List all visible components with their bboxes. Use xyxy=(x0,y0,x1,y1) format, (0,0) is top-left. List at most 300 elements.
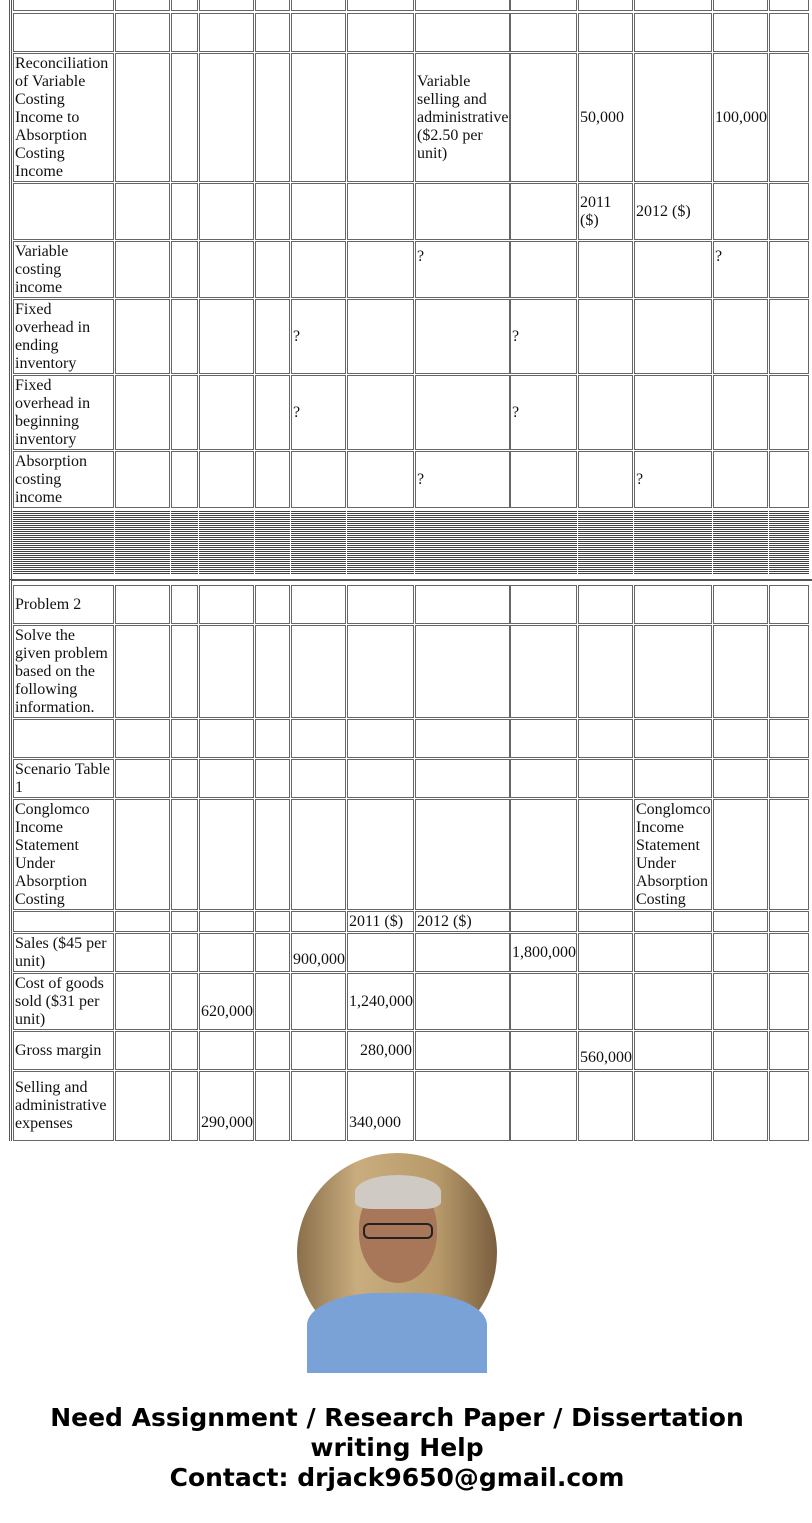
collapsed-row-line xyxy=(199,527,254,530)
collapsed-row-line xyxy=(578,523,633,526)
table-cell xyxy=(769,759,809,798)
table-cell: ? xyxy=(510,375,577,450)
collapsed-row-line xyxy=(255,551,290,554)
table-cell xyxy=(291,719,346,758)
collapsed-row-line xyxy=(171,535,198,538)
collapsed-row-line xyxy=(578,567,633,570)
collapsed-row-line xyxy=(634,555,712,558)
collapsed-row-line xyxy=(115,551,170,554)
collapsed-row-line xyxy=(291,515,346,518)
table-cell xyxy=(291,1071,346,1141)
table-cell: ? xyxy=(415,451,510,508)
table-cell xyxy=(255,1071,290,1141)
table-cell xyxy=(415,375,510,450)
table-cell xyxy=(347,585,414,624)
table-cell xyxy=(115,719,170,758)
table-cell xyxy=(713,1071,768,1141)
table-cell xyxy=(171,53,198,182)
table-cell xyxy=(291,13,346,52)
collapsed-row-line xyxy=(634,559,712,562)
collapsed-row-line xyxy=(769,539,809,542)
collapsed-row-line xyxy=(578,527,633,530)
collapsed-row-line xyxy=(510,535,577,538)
collapsed-row-line xyxy=(13,547,114,550)
table-cell xyxy=(199,585,254,624)
table-cell xyxy=(415,973,510,1030)
table-cell: Selling and administrative expenses xyxy=(13,1071,114,1141)
table-cell xyxy=(769,53,809,182)
collapsed-row-line xyxy=(255,567,290,570)
collapsed-row-line xyxy=(347,519,414,522)
table-cell xyxy=(713,183,768,240)
table-cell: 2012 ($) xyxy=(634,183,712,240)
collapsed-row-line xyxy=(713,539,768,542)
collapsed-row-line xyxy=(13,571,114,574)
collapsed-row-line xyxy=(634,547,712,550)
collapsed-row-line xyxy=(291,563,346,566)
table-cell: ? xyxy=(291,375,346,450)
table-cell xyxy=(291,0,346,11)
table-cell xyxy=(171,183,198,240)
table-cell xyxy=(510,799,577,910)
table-cell xyxy=(199,375,254,450)
table-cell xyxy=(199,299,254,374)
collapsed-row-line xyxy=(13,555,114,558)
table-cell xyxy=(291,973,346,1030)
banner-line-3: Contact: drjack9650@gmail.com xyxy=(169,1463,625,1492)
avatar-shirt xyxy=(307,1293,487,1373)
collapsed-row-line xyxy=(415,571,510,574)
table-cell xyxy=(115,1031,170,1070)
collapsed-row-line xyxy=(13,511,114,514)
collapsed-row-line xyxy=(115,555,170,558)
collapsed-row-line xyxy=(510,551,577,554)
collapsed-row-line xyxy=(510,539,577,542)
table-cell: 1,240,000 xyxy=(347,973,414,1030)
collapsed-row-line xyxy=(199,547,254,550)
table-cell xyxy=(769,973,809,1030)
collapsed-row-line xyxy=(769,519,809,522)
table-cell xyxy=(347,0,414,11)
table-cell xyxy=(347,53,414,182)
collapsed-row-line xyxy=(13,515,114,518)
table-cell xyxy=(510,1071,577,1141)
collapsed-row-line xyxy=(13,519,114,522)
collapsed-row-line xyxy=(713,515,768,518)
table-cell xyxy=(291,625,346,718)
collapsed-row-line xyxy=(171,511,198,514)
table-cell xyxy=(347,799,414,910)
collapsed-row-line xyxy=(115,531,170,534)
table-cell xyxy=(291,585,346,624)
collapsed-row-line xyxy=(171,559,198,562)
collapsed-row-line xyxy=(171,531,198,534)
table-cell xyxy=(713,13,768,52)
collapsed-row-line xyxy=(578,563,633,566)
collapsed-row-line xyxy=(199,539,254,542)
table-cell xyxy=(769,0,809,11)
collapsed-row-line xyxy=(13,551,114,554)
table-cell: Absorption costing income xyxy=(13,451,114,508)
table-cell xyxy=(115,973,170,1030)
collapsed-row-line xyxy=(13,535,114,538)
table-cell xyxy=(255,53,290,182)
table-cell xyxy=(769,911,809,932)
collapsed-row-line xyxy=(510,515,577,518)
table-cell: 340,000 xyxy=(347,1071,414,1141)
table-cell xyxy=(415,1031,510,1070)
collapsed-row-line xyxy=(578,531,633,534)
collapsed-row-line xyxy=(634,535,712,538)
collapsed-row-line xyxy=(713,547,768,550)
collapsed-row-line xyxy=(171,571,198,574)
table-cell xyxy=(115,759,170,798)
table-cell xyxy=(115,241,170,298)
collapsed-row-line xyxy=(713,519,768,522)
collapsed-row-line xyxy=(769,523,809,526)
table-cell xyxy=(347,625,414,718)
collapsed-row-line xyxy=(199,563,254,566)
collapsed-row-line xyxy=(510,531,577,534)
collapsed-row-line xyxy=(255,523,290,526)
table-cell: ? xyxy=(291,299,346,374)
table-cell xyxy=(255,375,290,450)
collapsed-row-line xyxy=(578,539,633,542)
table-cell xyxy=(578,759,633,798)
collapsed-row-line xyxy=(291,571,346,574)
table-cell xyxy=(713,585,768,624)
collapsed-row-line xyxy=(415,531,510,534)
table-cell xyxy=(415,0,510,11)
table-cell xyxy=(578,719,633,758)
table-cell xyxy=(634,241,712,298)
table-cell xyxy=(769,933,809,972)
collapsed-row-line xyxy=(713,551,768,554)
table-cell xyxy=(255,933,290,972)
table-cell: 290,000 xyxy=(199,1071,254,1141)
collapsed-row-line xyxy=(713,571,768,574)
collapsed-row-line xyxy=(347,563,414,566)
collapsed-row-line xyxy=(13,567,114,570)
table-cell xyxy=(13,183,114,240)
collapsed-row-line xyxy=(634,563,712,566)
table-cell xyxy=(13,911,114,932)
collapsed-row-line xyxy=(634,551,712,554)
table-cell xyxy=(171,1031,198,1070)
table-cell xyxy=(769,1071,809,1141)
table-cell xyxy=(199,241,254,298)
table-cell xyxy=(171,0,198,11)
collapsed-row-line xyxy=(510,563,577,566)
collapsed-row-line xyxy=(347,555,414,558)
author-avatar xyxy=(297,1153,497,1353)
collapsed-row-line xyxy=(199,531,254,534)
collapsed-row-line xyxy=(255,531,290,534)
table-cell xyxy=(713,799,768,910)
collapsed-row-line xyxy=(713,543,768,546)
collapsed-row-line xyxy=(634,515,712,518)
collapsed-row-line xyxy=(769,535,809,538)
table-cell: 50,000 xyxy=(578,53,633,182)
collapsed-row-line xyxy=(255,543,290,546)
table-cell: Scenario Table 1 xyxy=(13,759,114,798)
collapsed-row-line xyxy=(13,563,114,566)
table-cell xyxy=(291,759,346,798)
collapsed-row-line xyxy=(171,539,198,542)
table-cell xyxy=(199,13,254,52)
table-cell xyxy=(415,625,510,718)
table-cell xyxy=(13,719,114,758)
collapsed-row-line xyxy=(415,559,510,562)
table-cell xyxy=(769,799,809,910)
table-cell xyxy=(255,299,290,374)
table-cell xyxy=(713,451,768,508)
table-cell xyxy=(171,241,198,298)
table-cell: 2011 ($) xyxy=(347,911,414,932)
collapsed-row-line xyxy=(769,527,809,530)
table-cell xyxy=(510,973,577,1030)
collapsed-row-line xyxy=(171,563,198,566)
table-cell xyxy=(578,1071,633,1141)
table-cell xyxy=(255,719,290,758)
collapsed-row-line xyxy=(769,559,809,562)
table-cell xyxy=(115,585,170,624)
collapsed-row-line xyxy=(769,555,809,558)
table-cell xyxy=(578,911,633,932)
table-cell xyxy=(415,799,510,910)
table-cell xyxy=(115,933,170,972)
table-cell xyxy=(199,0,254,11)
collapsed-row-line xyxy=(634,567,712,570)
table-cell xyxy=(255,911,290,932)
table-cell xyxy=(634,375,712,450)
table-cell xyxy=(634,933,712,972)
table-cell xyxy=(634,13,712,52)
table-cell xyxy=(769,451,809,508)
table-cell xyxy=(199,1031,254,1070)
collapsed-row-line xyxy=(199,535,254,538)
collapsed-row-line xyxy=(578,535,633,538)
table-cell xyxy=(199,933,254,972)
table-cell: Gross margin xyxy=(13,1031,114,1070)
collapsed-row-line xyxy=(171,555,198,558)
collapsed-row-line xyxy=(115,511,170,514)
table-cell xyxy=(634,1071,712,1141)
table-cell xyxy=(255,759,290,798)
table-cell: ? xyxy=(510,299,577,374)
collapsed-row-line xyxy=(347,523,414,526)
collapsed-row-line xyxy=(769,563,809,566)
collapsed-row-line xyxy=(510,555,577,558)
collapsed-row-line xyxy=(415,539,510,542)
collapsed-row-line xyxy=(255,535,290,538)
table-cell: 560,000 xyxy=(578,1031,633,1070)
table-cell xyxy=(347,933,414,972)
collapsed-row-line xyxy=(578,543,633,546)
table-cell: Variable costing income xyxy=(13,241,114,298)
table-cell xyxy=(415,183,510,240)
collapsed-row-line xyxy=(415,515,510,518)
table-cell xyxy=(415,13,510,52)
collapsed-row-line xyxy=(347,511,414,514)
collapsed-row-line xyxy=(347,535,414,538)
table-cell: 280,000 xyxy=(347,1031,414,1070)
table-cell: Sales ($45 per unit) xyxy=(13,933,114,972)
collapsed-row-line xyxy=(347,543,414,546)
table-cell xyxy=(199,625,254,718)
collapsed-row-line xyxy=(415,551,510,554)
collapsed-row-line xyxy=(769,511,809,514)
collapsed-row-line xyxy=(291,531,346,534)
table-cell xyxy=(713,0,768,11)
collapsed-row-line xyxy=(578,519,633,522)
table-cell xyxy=(578,973,633,1030)
collapsed-row-line xyxy=(510,511,577,514)
table-cell xyxy=(510,719,577,758)
collapsed-row-line xyxy=(13,539,114,542)
table-cell xyxy=(255,585,290,624)
banner-line-1: Need Assignment / Research Paper / Dissertation xyxy=(50,1403,744,1432)
table-cell xyxy=(634,911,712,932)
table-cell xyxy=(13,0,114,11)
collapsed-row-line xyxy=(510,527,577,530)
table-cell xyxy=(199,759,254,798)
collapsed-row-line xyxy=(634,511,712,514)
collapsed-row-line xyxy=(347,515,414,518)
collapsed-row-line xyxy=(255,563,290,566)
collapsed-row-line xyxy=(347,551,414,554)
table-cell xyxy=(713,911,768,932)
collapsed-row-line xyxy=(291,527,346,530)
table-cell xyxy=(115,1071,170,1141)
collapsed-row-line xyxy=(115,567,170,570)
table-cell xyxy=(769,585,809,624)
collapsed-row-line xyxy=(115,527,170,530)
table-cell: Variable selling and administrative ($2.50 per unit) xyxy=(415,53,510,182)
collapsed-row-line xyxy=(415,543,510,546)
collapsed-row-line xyxy=(199,511,254,514)
table-cell xyxy=(713,759,768,798)
collapsed-row-line xyxy=(713,559,768,562)
collapsed-row-line xyxy=(510,519,577,522)
collapsed-row-line xyxy=(115,523,170,526)
table-cell xyxy=(713,1031,768,1070)
table-cell xyxy=(347,375,414,450)
collapsed-row-line xyxy=(415,547,510,550)
table-cell: 100,000 xyxy=(713,53,768,182)
table-cell xyxy=(510,53,577,182)
table-cell xyxy=(255,799,290,910)
table-cell xyxy=(255,13,290,52)
table-cell xyxy=(634,0,712,11)
collapsed-row-line xyxy=(255,559,290,562)
table-cell xyxy=(415,299,510,374)
collapsed-row-line xyxy=(199,555,254,558)
table-cell xyxy=(769,1031,809,1070)
collapsed-row-line xyxy=(171,523,198,526)
table-cell xyxy=(510,585,577,624)
collapsed-row-line xyxy=(13,543,114,546)
table-cell xyxy=(415,719,510,758)
table-cell xyxy=(291,911,346,932)
table-cell xyxy=(171,973,198,1030)
table-cell xyxy=(634,625,712,718)
table-cell xyxy=(713,973,768,1030)
avatar-hair xyxy=(355,1175,441,1209)
collapsed-row-line xyxy=(578,559,633,562)
collapsed-row-line xyxy=(510,559,577,562)
collapsed-row-line xyxy=(115,543,170,546)
table-cell xyxy=(578,585,633,624)
table-cell xyxy=(634,53,712,182)
collapsed-row-line xyxy=(769,571,809,574)
table-cell xyxy=(713,299,768,374)
table-cell xyxy=(115,799,170,910)
collapsed-row-line xyxy=(291,551,346,554)
table-cell xyxy=(171,451,198,508)
collapsed-row-line xyxy=(769,543,809,546)
collapsed-row-line xyxy=(347,567,414,570)
table-cell xyxy=(199,799,254,910)
table-cell xyxy=(255,241,290,298)
table-cell xyxy=(415,1071,510,1141)
table-cell xyxy=(199,451,254,508)
collapsed-row-line xyxy=(578,555,633,558)
collapsed-row-line xyxy=(634,527,712,530)
collapsed-row-line xyxy=(115,563,170,566)
collapsed-row-line xyxy=(171,515,198,518)
table-cell xyxy=(578,375,633,450)
collapsed-row-line xyxy=(291,555,346,558)
table-cell xyxy=(291,183,346,240)
table-cell xyxy=(171,585,198,624)
table-cell xyxy=(769,375,809,450)
table-cell xyxy=(578,933,633,972)
table-cell xyxy=(115,183,170,240)
collapsed-row-line xyxy=(255,547,290,550)
table-cell xyxy=(347,759,414,798)
collapsed-row-line xyxy=(13,559,114,562)
collapsed-row-line xyxy=(255,515,290,518)
collapsed-row-line xyxy=(769,567,809,570)
collapsed-row-line xyxy=(713,567,768,570)
table-cell xyxy=(578,13,633,52)
collapsed-row-line xyxy=(347,547,414,550)
table-cell xyxy=(171,719,198,758)
collapsed-row-line xyxy=(115,547,170,550)
table-cell xyxy=(199,183,254,240)
table-cell xyxy=(115,625,170,718)
table-cell xyxy=(171,625,198,718)
collapsed-row-line xyxy=(347,539,414,542)
collapsed-row-line xyxy=(415,523,510,526)
table-cell xyxy=(115,13,170,52)
table-cell xyxy=(115,375,170,450)
table-cell xyxy=(415,585,510,624)
collapsed-row-line xyxy=(255,519,290,522)
table-cell: Solve the given problem based on the following information. xyxy=(13,625,114,718)
collapsed-row-line xyxy=(769,531,809,534)
avatar-glasses xyxy=(363,1223,433,1239)
table-cell xyxy=(769,719,809,758)
collapsed-row-line xyxy=(510,547,577,550)
collapsed-row-line xyxy=(415,527,510,530)
table-cell: 1,800,000 xyxy=(510,933,577,972)
table-cell xyxy=(634,1031,712,1070)
collapsed-row-line xyxy=(199,551,254,554)
table-cell xyxy=(347,719,414,758)
table-cell xyxy=(255,1031,290,1070)
